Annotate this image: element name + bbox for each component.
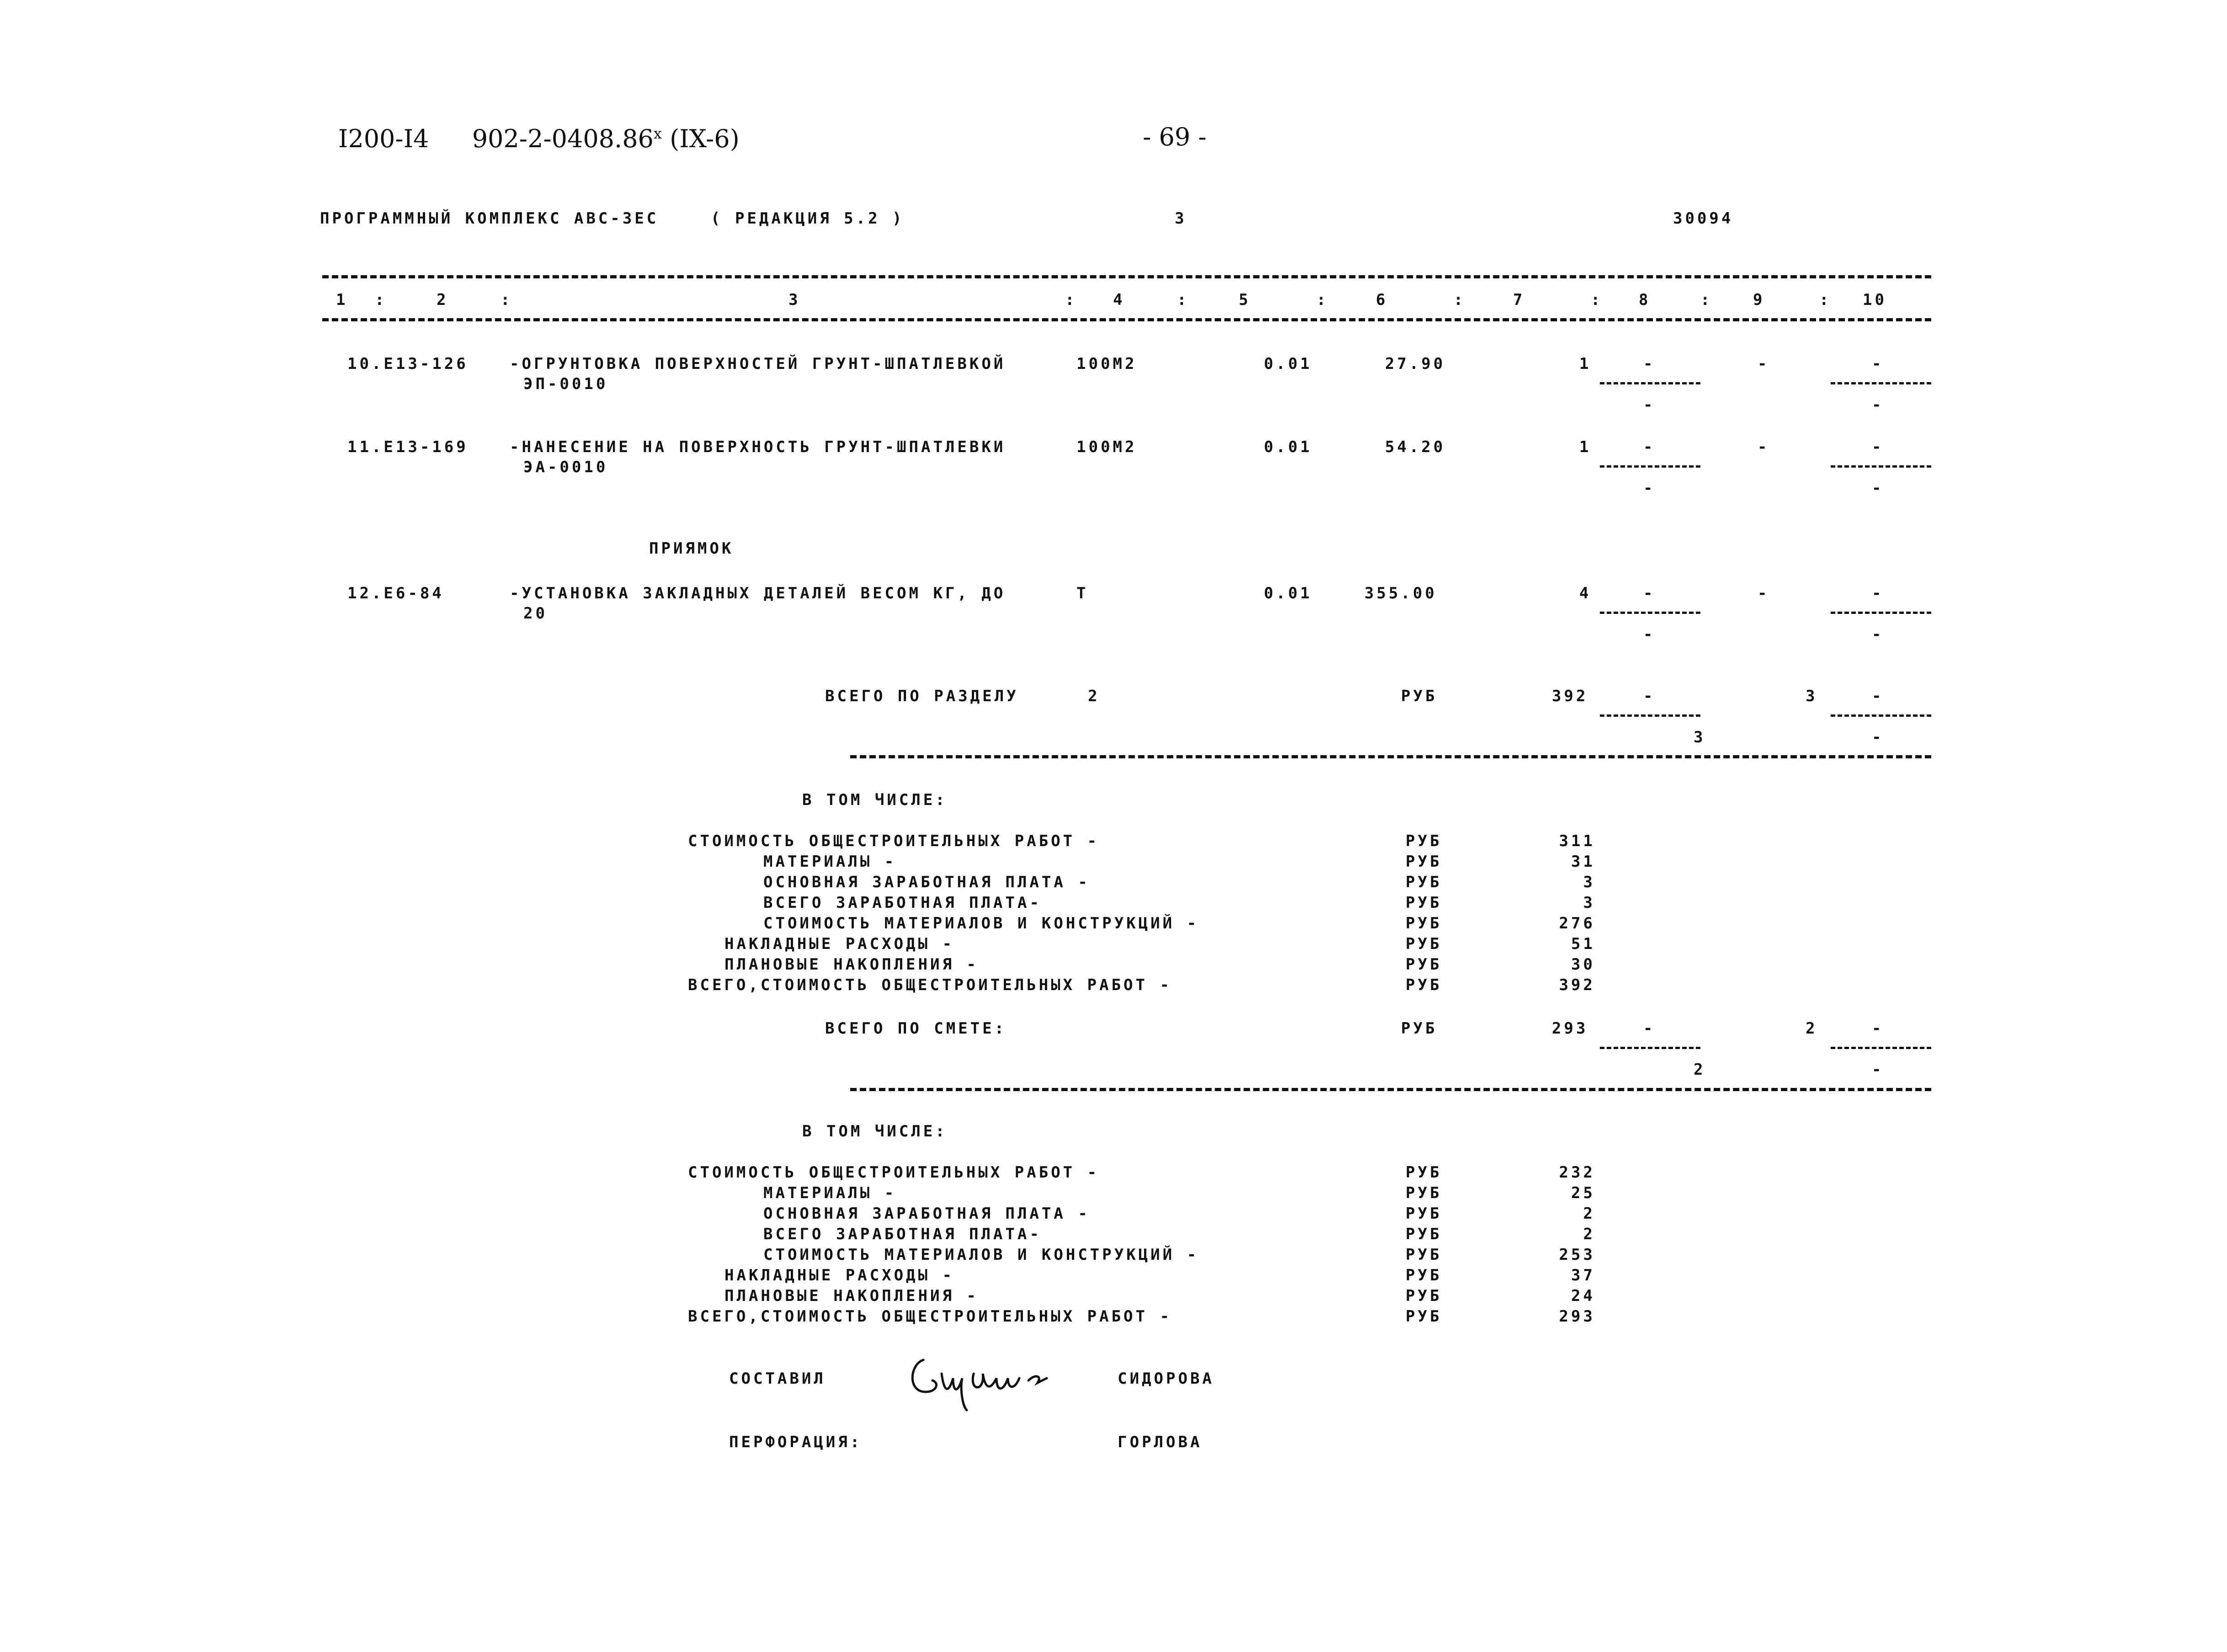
row-col8: - (1643, 438, 1656, 456)
breakdown-unit: РУБ (1406, 1204, 1442, 1223)
estimate-total-unit: РУБ (1401, 1019, 1438, 1038)
breakdown-unit: РУБ (1406, 832, 1442, 850)
breakdown-label: ВСЕГО ЗАРАБОТНАЯ ПЛАТА- (763, 1225, 1042, 1243)
section-total-rule (850, 755, 1931, 758)
col-sep: : (1454, 291, 1466, 309)
project-number: 902-2-0408.86 (472, 124, 654, 153)
col-5: 5 (1239, 291, 1251, 309)
header-rule-bottom (322, 318, 1931, 321)
row-col10: - (1872, 355, 1884, 373)
breakdown-unit: РУБ (1406, 976, 1442, 994)
project-series: (IX-6) (670, 124, 740, 153)
row-col7: 4 (1579, 584, 1592, 602)
cell-divider (1600, 612, 1700, 614)
row-description-cont: ЭА-0010 (523, 458, 608, 476)
row-unit: 100М2 (1076, 438, 1137, 456)
breakdown-unit: РУБ (1406, 1184, 1442, 1202)
breakdown-value: 232 (1559, 1163, 1595, 1182)
col-8: 8 (1639, 291, 1651, 309)
col-6: 6 (1376, 291, 1388, 309)
breakdown-title: В ТОМ ЧИСЛЕ: (802, 1122, 948, 1140)
section-total-col8-sub: 3 (1694, 728, 1706, 746)
row-unit: 100М2 (1076, 355, 1137, 373)
breakdown-value: 3 (1583, 873, 1595, 891)
breakdown-unit: РУБ (1406, 955, 1442, 974)
breakdown-label: ВСЕГО,СТОИМОСТЬ ОБЩЕСТРОИТЕЛЬНЫХ РАБОТ - (688, 1307, 1172, 1326)
breakdown-label: СТОИМОСТЬ ОБЩЕСТРОИТЕЛЬНЫХ РАБОТ - (688, 1163, 1099, 1182)
section-number: 2 (1088, 687, 1100, 705)
document-header (338, 124, 740, 153)
document-code: I200-I4 (338, 124, 429, 153)
col-sep: : (1819, 291, 1832, 309)
breakdown-value: 293 (1559, 1307, 1595, 1326)
sheet-number: 3 (1175, 209, 1187, 228)
row-col8-sub: - (1643, 479, 1656, 497)
row-quantity: 0.01 (1264, 355, 1312, 373)
row-col10: - (1872, 438, 1884, 456)
program-title: ПРОГРАММНЫЙ КОМПЛЕКС АВС-ЗЕС (320, 209, 659, 228)
row-col10: - (1872, 584, 1884, 602)
col-3: 3 (789, 291, 801, 309)
section-total-col10-sub: - (1872, 728, 1884, 746)
col-4: 4 (1113, 291, 1125, 309)
row-col8: - (1643, 584, 1656, 602)
breakdown-unit: РУБ (1406, 894, 1442, 912)
section-total-label: ВСЕГО ПО РАЗДЕЛУ (825, 687, 1019, 705)
breakdown-title: В ТОМ ЧИСЛЕ: (802, 791, 948, 809)
breakdown-label: ОСНОВНАЯ ЗАРАБОТНАЯ ПЛАТА - (763, 873, 1090, 891)
breakdown-value: 276 (1559, 914, 1595, 933)
row-col7: 1 (1579, 355, 1592, 373)
signature-handwritten (905, 1342, 1070, 1415)
breakdown-label: ПЛАНОВЫЕ НАКОПЛЕНИЯ - (725, 1287, 979, 1305)
breakdown-value: 24 (1571, 1287, 1595, 1305)
estimate-total-col8: - (1643, 1019, 1656, 1038)
section-total-col8: - (1643, 687, 1656, 705)
section-total-col9: 3 (1806, 687, 1818, 705)
breakdown-value: 392 (1559, 976, 1595, 994)
row-unit-price: 27.90 (1385, 355, 1446, 373)
col-sep: : (1065, 291, 1077, 309)
cell-divider (1600, 465, 1700, 468)
section-total-unit: РУБ (1401, 687, 1438, 705)
breakdown-value: 3 (1583, 894, 1595, 912)
compiled-name: СИДОРОВА (1118, 1370, 1215, 1388)
row-description-cont: ЭП-0010 (523, 375, 608, 393)
row-col7: 1 (1579, 438, 1592, 456)
estimate-total-col10: - (1872, 1019, 1884, 1038)
cell-divider (1600, 714, 1700, 717)
page-number: - 69 - (1143, 123, 1207, 151)
breakdown-label: МАТЕРИАЛЫ - (763, 1184, 897, 1202)
breakdown-label: СТОИМОСТЬ МАТЕРИАЛОВ И КОНСТРУКЦИЙ - (763, 914, 1199, 933)
estimate-total-rule (850, 1088, 1931, 1091)
document-number: 30094 (1673, 209, 1734, 228)
row-col9: - (1758, 584, 1770, 602)
breakdown-label: НАКЛАДНЫЕ РАСХОДЫ - (725, 935, 954, 953)
estimate-total-label: ВСЕГО ПО СМЕТЕ: (825, 1019, 1007, 1038)
col-sep: : (1700, 291, 1713, 309)
project-superscript: x (653, 125, 662, 142)
breakdown-label: ВСЕГО,СТОИМОСТЬ ОБЩЕСТРОИТЕЛЬНЫХ РАБОТ - (688, 976, 1172, 994)
row-col9: - (1758, 355, 1770, 373)
row-unit-price: 54.20 (1385, 438, 1446, 456)
compiled-label: СОСТАВИЛ (729, 1370, 826, 1388)
breakdown-value: 51 (1571, 935, 1595, 953)
cell-divider (1831, 1047, 1931, 1049)
breakdown-unit: РУБ (1406, 1287, 1442, 1305)
section-total-col10: - (1872, 687, 1884, 705)
breakdown-value: 30 (1571, 955, 1595, 974)
breakdown-value: 25 (1571, 1184, 1595, 1202)
cell-divider (1831, 382, 1931, 384)
row-col8-sub: - (1643, 396, 1656, 414)
breakdown-label: МАТЕРИАЛЫ - (763, 853, 897, 871)
cell-divider (1831, 612, 1931, 614)
breakdown-label: ПЛАНОВЫЕ НАКОПЛЕНИЯ - (725, 955, 979, 974)
breakdown-unit: РУБ (1406, 873, 1442, 891)
row-description: -УСТАНОВКА ЗАКЛАДНЫХ ДЕТАЛЕЙ ВЕСОМ КГ, ДО (510, 584, 1006, 602)
col-sep: : (501, 291, 513, 309)
col-9: 9 (1753, 291, 1765, 309)
section-total-col7: 392 (1552, 687, 1588, 705)
row-col9: - (1758, 438, 1770, 456)
estimate-total-col8-sub: 2 (1694, 1060, 1706, 1079)
subsection-title: ПРИЯМОК (649, 539, 734, 558)
col-sep: : (375, 291, 387, 309)
row-col8-sub: - (1643, 625, 1656, 644)
row-description: -ОГРУНТОВКА ПОВЕРХНОСТЕЙ ГРУНТ-ШПАТЛЕВКОЙ (510, 355, 1006, 373)
breakdown-unit: РУБ (1406, 1307, 1442, 1326)
row-unit: Т (1076, 584, 1089, 602)
col-sep: : (1316, 291, 1329, 309)
breakdown-unit: РУБ (1406, 1266, 1442, 1284)
col-2: 2 (437, 291, 449, 309)
row-description-cont: 20 (523, 604, 548, 623)
estimate-total-col7: 293 (1552, 1019, 1588, 1038)
breakdown-value: 2 (1583, 1204, 1595, 1223)
col-sep: : (1177, 291, 1189, 309)
perforation-label: ПЕРФОРАЦИЯ: (729, 1433, 863, 1451)
estimate-total-col10-sub: - (1872, 1060, 1884, 1079)
row-position: 11.Е13-169 (347, 438, 469, 456)
row-quantity: 0.01 (1264, 438, 1312, 456)
row-col8: - (1643, 355, 1656, 373)
col-10: 10 (1863, 291, 1887, 309)
cell-divider (1831, 714, 1931, 717)
breakdown-label: НАКЛАДНЫЕ РАСХОДЫ - (725, 1266, 954, 1284)
row-col10-sub: - (1872, 479, 1884, 497)
breakdown-value: 311 (1559, 832, 1595, 850)
perforation-name: ГОРЛОВА (1118, 1433, 1203, 1451)
col-1: 1 (336, 291, 348, 309)
breakdown-unit: РУБ (1406, 1246, 1442, 1264)
row-unit-price: 355.00 (1364, 584, 1437, 602)
cell-divider (1600, 1047, 1700, 1049)
row-quantity: 0.01 (1264, 584, 1312, 602)
breakdown-unit: РУБ (1406, 914, 1442, 933)
breakdown-label: ВСЕГО ЗАРАБОТНАЯ ПЛАТА- (763, 894, 1042, 912)
header-rule-top (322, 275, 1931, 278)
col-sep: : (1591, 291, 1603, 309)
breakdown-label: СТОИМОСТЬ МАТЕРИАЛОВ И КОНСТРУКЦИЙ - (763, 1246, 1199, 1264)
breakdown-unit: РУБ (1406, 1163, 1442, 1182)
col-7: 7 (1513, 291, 1525, 309)
breakdown-label: СТОИМОСТЬ ОБЩЕСТРОИТЕЛЬНЫХ РАБОТ - (688, 832, 1099, 850)
breakdown-unit: РУБ (1406, 853, 1442, 871)
program-edition: ( РЕДАКЦИЯ 5.2 ) (711, 209, 905, 228)
cell-divider (1831, 465, 1931, 468)
row-col10-sub: - (1872, 396, 1884, 414)
breakdown-label: ОСНОВНАЯ ЗАРАБОТНАЯ ПЛАТА - (763, 1204, 1090, 1223)
breakdown-value: 31 (1571, 853, 1595, 871)
row-position: 10.Е13-126 (347, 355, 469, 373)
row-position: 12.Е6-84 (347, 584, 444, 602)
estimate-total-col9: 2 (1806, 1019, 1818, 1038)
breakdown-value: 253 (1559, 1246, 1595, 1264)
cell-divider (1600, 382, 1700, 384)
breakdown-unit: РУБ (1406, 935, 1442, 953)
row-col10-sub: - (1872, 625, 1884, 644)
breakdown-unit: РУБ (1406, 1225, 1442, 1243)
breakdown-value: 37 (1571, 1266, 1595, 1284)
breakdown-value: 2 (1583, 1225, 1595, 1243)
row-description: -НАНЕСЕНИЕ НА ПОВЕРХНОСТЬ ГРУНТ-ШПАТЛЕВКИ (510, 438, 1006, 456)
